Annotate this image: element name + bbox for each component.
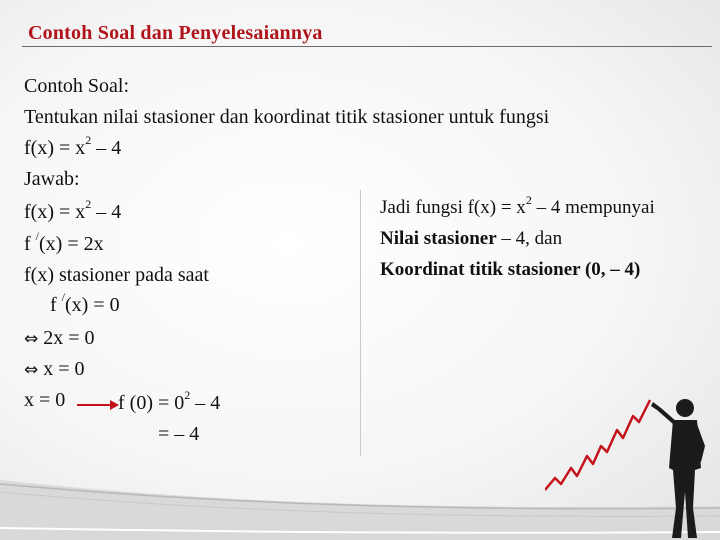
page-title: Contoh Soal dan Penyelesaiannya [28,22,323,44]
iff-icon: ⇔ [24,360,39,380]
title-underline [22,46,712,47]
summary-line-3: Koordinat titik stasioner (0, – 4) [380,259,641,280]
solution-line-2x: ⇔ 2x = 0 [24,327,95,349]
solution-line-condition: f(x) stasioner pada saat [24,264,209,286]
summary-line-1: Jadi fungsi $f(x) = x^2 - 4$ mempunyai [380,192,655,218]
header-bar [0,0,720,52]
solution-line-f0: f $(0) = 0^2 - 4$ [118,388,221,414]
iff-icon: ⇔ [24,329,39,349]
solution-line-x-zero: x = 0 [24,389,66,411]
solution-line-derivative-zero: f /(x) = 0 [50,290,120,316]
solution-line-function: $f(x) = x^2 - 4$ [24,197,122,223]
column-divider [360,190,361,456]
problem-statement: Tentukan nilai stasioner dan koordinat titik stasioner untuk fungsi [24,106,550,128]
problem-function: $f(x) = x^2 - 4$ [24,133,122,159]
solution-line-derivative: f /(x) = 2x [24,229,104,255]
solution-line-x: ⇔ x = 0 [24,358,85,380]
solution-line-result: = – 4 [158,423,200,445]
right-arrow-icon [76,398,120,412]
summary-line-2: Nilai stasioner – 4, dan [380,228,563,249]
solution-heading: Jawab: [24,168,80,190]
problem-heading: Contoh Soal: [24,75,130,97]
businessman-silhouette [651,399,705,538]
rising-zigzag-chart [545,400,650,490]
businessman-chart-illustration [545,388,720,540]
